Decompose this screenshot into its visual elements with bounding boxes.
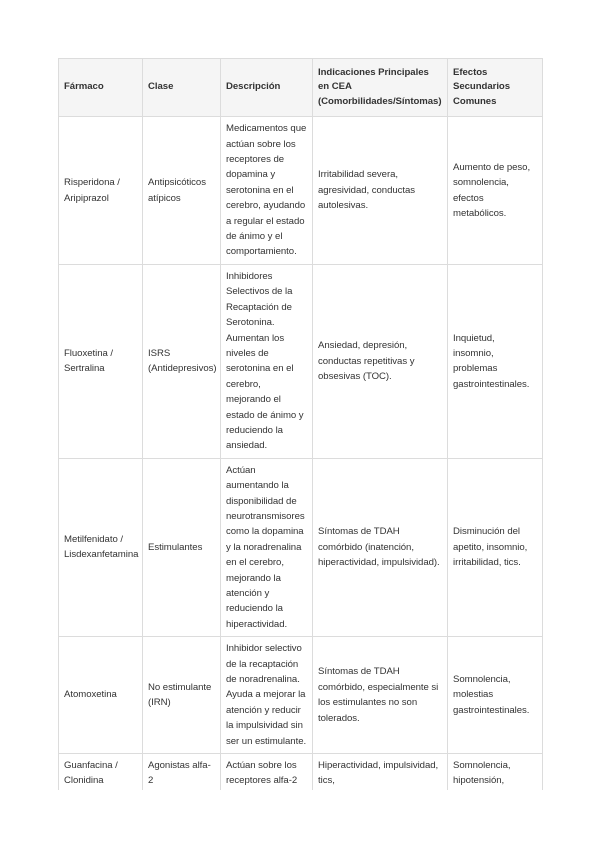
cell-side-effects: Somnolencia, molestias gastrointestinales. [448,637,543,754]
cell-drug: Metilfenidato / Lisdexanfetamina [59,458,143,636]
cell-drug: Atomoxetina [59,637,143,754]
cell-indications: Síntomas de TDAH comórbido (inatención, hiperactividad, impulsividad). [313,458,448,636]
header-side-effects: Efectos Secundarios Comunes [448,59,543,117]
cell-class: No estimulante (IRN) [143,637,221,754]
header-description: Descripción [221,59,313,117]
cell-class: ISRS (Antidepresivos) [143,264,221,458]
page-bottom-margin [0,790,600,848]
cell-description: Actúan sobre los receptores alfa-2 [221,754,313,794]
cell-class: Agonistas alfa-2 [143,754,221,794]
cell-class: Antipsicóticos atípicos [143,117,221,265]
cell-drug: Risperidona / Aripiprazol [59,117,143,265]
medications-table [58,58,543,794]
cell-drug: Guanfacina / Clonidina [59,754,143,794]
table-header-row [59,59,543,117]
cell-description: Medicamentos que actúan sobre los receptores de dopamina y serotonina en el cerebro, ayudando a regular el estado de ánimo y el comportamiento. [221,117,313,265]
cell-indications: Hiperactividad, impulsividad, tics, [313,754,448,794]
table-row [59,264,543,458]
cell-description: Actúan aumentando la disponibilidad de neurotransmisores como la dopamina y la noradrenalina en el cerebro, mejorando la atención y reduciendo la hiperactividad. [221,458,313,636]
cell-class: Estimulantes [143,458,221,636]
table-row [59,754,543,794]
cell-side-effects: Aumento de peso, somnolencia, efectos metabólicos. [448,117,543,265]
table-row [59,637,543,754]
cell-indications: Síntomas de TDAH comórbido, especialmente si los estimulantes no son tolerados. [313,637,448,754]
cell-indications: Ansiedad, depresión, conductas repetitivas y obsesivas (TOC). [313,264,448,458]
header-class: Clase [143,59,221,117]
header-drug: Fármaco [59,59,143,117]
table-row [59,458,543,636]
cell-side-effects: Inquietud, insomnio, problemas gastrointestinales. [448,264,543,458]
cell-indications: Irritabilidad severa, agresividad, conductas autolesivas. [313,117,448,265]
cell-description: Inhibidor selectivo de la recaptación de noradrenalina. Ayuda a mejorar la atención y reducir la impulsividad sin ser un estimulante. [221,637,313,754]
cell-description: Inhibidores Selectivos de la Recaptación de Serotonina. Aumentan los niveles de serotonina en el cerebro, mejorando el estado de ánimo y reduciendo la ansiedad. [221,264,313,458]
header-indications: Indicaciones Principales en CEA (Comorbilidades/Síntomas) [313,59,448,117]
table-row [59,117,543,265]
cell-side-effects: Somnolencia, hipotensión, [448,754,543,794]
cell-drug: Fluoxetina / Sertralina [59,264,143,458]
cell-side-effects: Disminución del apetito, insomnio, irritabilidad, tics. [448,458,543,636]
